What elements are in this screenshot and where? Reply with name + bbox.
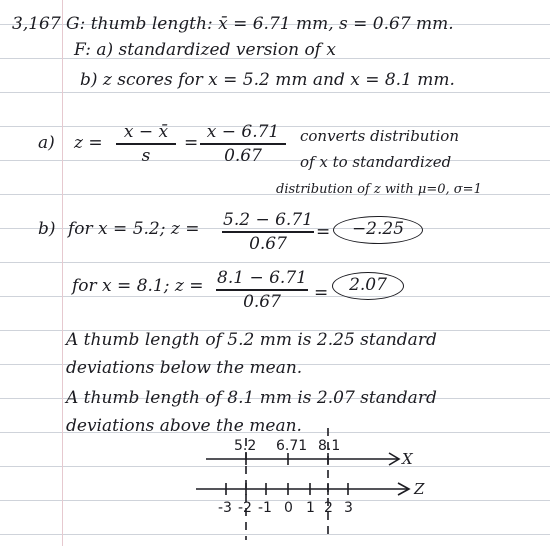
case1-result-circled: −2.25 bbox=[333, 216, 423, 244]
interpretation-line-2: deviations below the mean. bbox=[66, 358, 303, 378]
z-tick-label: -3 bbox=[218, 500, 232, 516]
x-tick-label-8-1: 8.1 bbox=[318, 438, 341, 454]
note-line-1: converts distribution bbox=[300, 127, 459, 145]
z-tick-label: -1 bbox=[258, 500, 272, 516]
formula-specific-denominator: 0.67 bbox=[224, 145, 262, 166]
find-part-a: F: a) standardized version of x bbox=[74, 40, 336, 60]
formula-specific-numerator: x − 6.71 bbox=[206, 122, 280, 142]
case2-denominator: 0.67 bbox=[243, 291, 281, 312]
formula-equals: = bbox=[184, 133, 199, 153]
case2-equals: = bbox=[314, 283, 329, 303]
part-b-label: b) bbox=[38, 219, 56, 239]
given-statement: G: thumb length: x̄ = 6.71 mm, s = 0.67 mm. bbox=[66, 14, 454, 34]
case1-prefix: for x = 5.2; z = bbox=[68, 219, 200, 239]
case1-denominator: 0.67 bbox=[249, 233, 287, 254]
interpretation-line-3: A thumb length of 8.1 mm is 2.07 standard bbox=[66, 388, 437, 408]
formula-general-numerator: x − x̄ bbox=[123, 122, 169, 142]
note-line-3: distribution of z with μ=0, σ=1 bbox=[276, 182, 482, 197]
part-a-label: a) bbox=[38, 133, 55, 153]
z-tick-label: 2 bbox=[324, 500, 333, 516]
case2-result-circled: 2.07 bbox=[332, 272, 404, 300]
z-axis-label: Z bbox=[414, 480, 425, 498]
interpretation-line-4: deviations above the mean. bbox=[66, 416, 302, 436]
z-tick-label: -2 bbox=[238, 500, 252, 516]
z-tick-label: 0 bbox=[284, 500, 293, 516]
formula-lhs: z = bbox=[74, 133, 103, 153]
formula-general-denominator: s bbox=[141, 145, 151, 166]
case2-numerator: 8.1 − 6.71 bbox=[217, 268, 307, 288]
note-line-2: of x to standardized bbox=[300, 153, 452, 171]
problem-number: 3,167 bbox=[12, 14, 61, 34]
z-tick-label: 1 bbox=[306, 500, 315, 516]
find-part-b: b) z scores for x = 5.2 mm and x = 8.1 mm. bbox=[80, 70, 455, 90]
case2-prefix: for x = 8.1; z = bbox=[72, 276, 204, 296]
case1-equals: = bbox=[316, 222, 331, 242]
x-axis-label: X bbox=[402, 450, 413, 468]
z-tick-label: 3 bbox=[344, 500, 353, 516]
interpretation-line-1: A thumb length of 5.2 mm is 2.25 standard bbox=[66, 330, 437, 350]
x-tick-label-6-71: 6.71 bbox=[276, 438, 308, 454]
x-tick-label-5-2: 5.2 bbox=[234, 438, 257, 454]
case1-numerator: 5.2 − 6.71 bbox=[223, 210, 313, 230]
